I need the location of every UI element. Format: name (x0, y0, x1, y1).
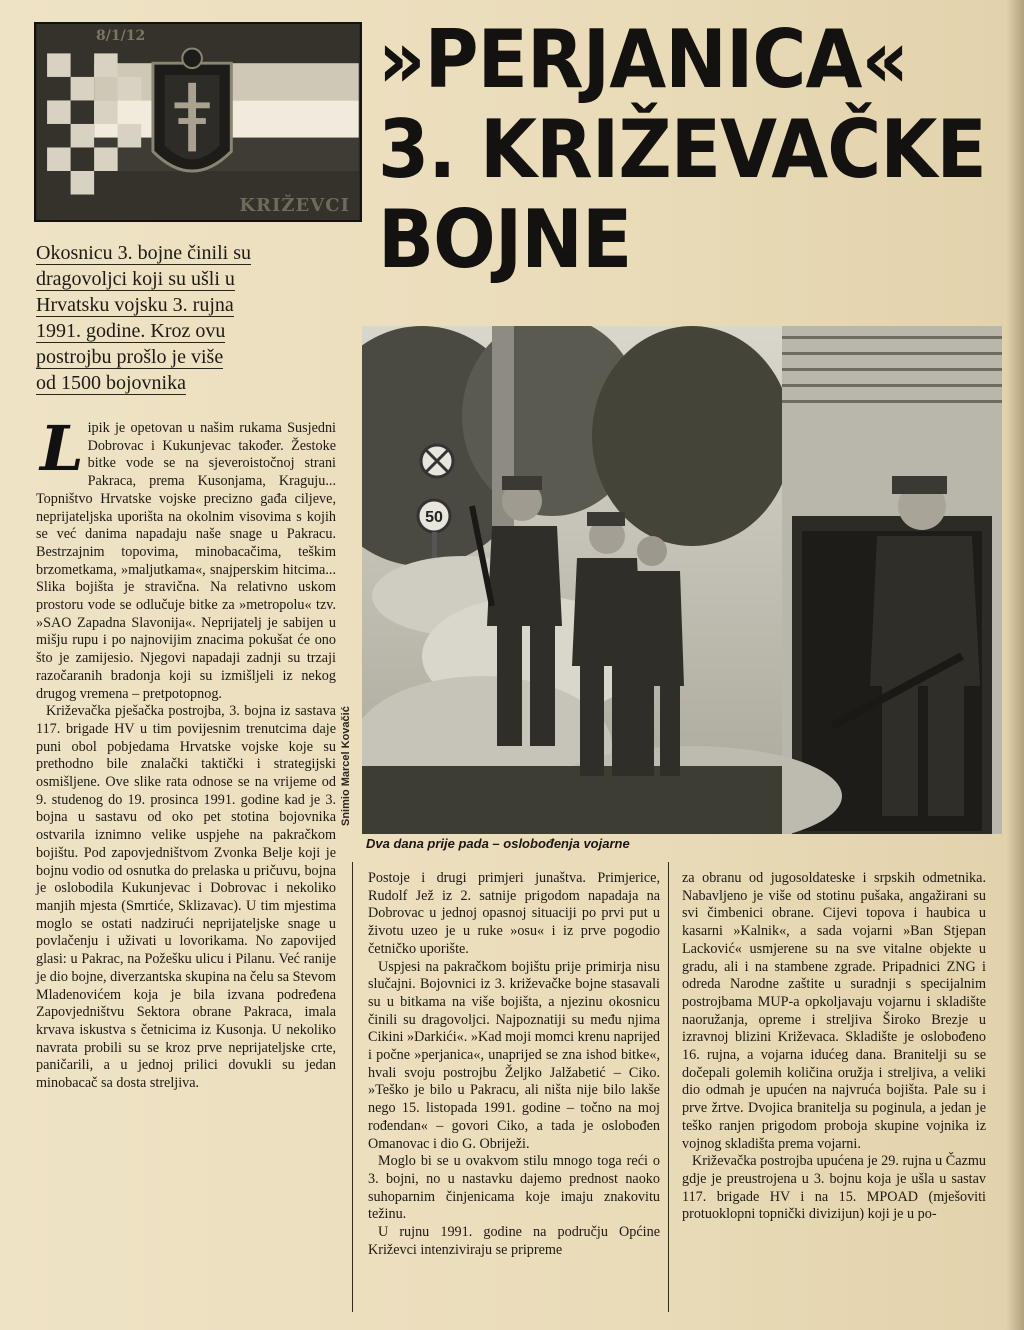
headline-line-3: BOJNE (378, 193, 632, 286)
headline-line-1: »PERJANICA« (378, 13, 909, 106)
column-divider (668, 862, 669, 1312)
paragraph: Moglo bi se u ovakvom stilu mnogo toga reći o 3. bojni, no u nastavku dajemo prednost naoko suhoparnim činjenicama koje imaju znakovitu težinu. (368, 1153, 660, 1223)
headline-line-2: 3. KRIŽEVAČKE (378, 103, 986, 196)
emblem-city-label: KRIŽEVCI (239, 195, 350, 216)
paragraph: za obranu od jugosoldateske i srpskih odmetnika. Nabavljeno je više od stotinu pušaka, angažirani su svi čimbenici obrane. Cijevi topova i haubica u kasarni »Kalnik«, a sada vojarni »Ban Stjepan Lacković« usmjerene su na sve vitalne objekte u gradu, ali i na stambene zgrade. Pripadnici ZNG i odreda Narodne zaštite u suradnji s specijalnim postrojbama MUP-a opkoljavaju vojarnu i skladište naoružanja, opreme i streljiva Široko Brezje u izravnoj blizini Križevaca. Skladište je oslobođeno 16. rujna, a vojarna idućeg dana. Branitelji su se dočepali golemih količina oružja i streljiva, a veliki dio odmah je upućen na najvruća bojišta. Pale su i prve žrtve. Dvojica branitelja su poginula, a jedan je teško ranjen prigodom proboja skupine vojnika iz vojnog skladišta prema vojarni. (682, 870, 986, 1152)
paragraph: U rujnu 1991. godine na području Općine Križevci intenziviraju se pripreme (368, 1224, 660, 1258)
article-column-2 (368, 870, 660, 1259)
paragraph: Križevačka postrojba upućena je 29. rujna u Čazmu gdje je preustrojena u 3. bojnu koja je ušla u sastav 117. brigade HV i na 15. MPOAD (mješoviti protuoklopni topnički divizijun) koji je u po- (682, 1153, 986, 1223)
lead-line: dragovoljci koji su ušli u (36, 268, 235, 290)
paragraph: Postoje i drugi primjeri junaštva. Primjerice, Rudolf Jež iz 2. satnije prigodom napadaja na Dobrovac u jednoj opasnoj situaciji po prvi put u životu uzeo je u ruke »osu« i iz prve pogodio četničko uporište. (368, 870, 660, 957)
lead-line: 1991. godine. Kroz ovu (36, 320, 226, 342)
lead-line: postrojbu prošlo je više (36, 346, 224, 368)
krizevci-emblem-image (34, 22, 362, 222)
article-column-3 (682, 870, 986, 1224)
lead-line: od 1500 bojovnika (36, 372, 186, 394)
page-edge-shadow (1006, 0, 1024, 1330)
paragraph (36, 412, 336, 703)
photo-credit: Snimio Marcel Kovačić (340, 706, 352, 826)
lead-line: Okosnicu 3. bojne činili su (36, 242, 251, 264)
paragraph: Križevačka pješačka postrojba, 3. bojna iz sastava 117. brigade HV u tim povijesnim trenutcima daje puni obol pobjedama Hrvatske vojske koje su prethodno bile znalački taktički i strategijski osmišljene. Ove slike rata odnose se na vrijeme od 9. studenog do 19. prosinca 1991. godine kad je 3. bojna u sastavu od oko pet stotina bojovnika ostvarila iznimno velike uspjehe na pakračkom bojištu. Pod zapovjedništvom Zvonka Belje koji je bojnu vodio od osnutka do prelaska u pričuvu, bojna je oslobodila Kukunjevac i Dobrovac i nekoliko manjih mjesta (Smrtiće, Sklizavac). U tim mjestima moglo se ostati nadzirući neprijateljske snage u povlačenju i uživati u lovorikama. No zapovijed glasi: u Pakrac, na Požešku ulicu i Pilanu. Već ranije je dio bojne, diverzantska skupina na čelu sa Stevom Mladenovićem koja je bila izvana podređena Zapovjedništvu Sektora obrane Pakraca, imala krvava iskustva s četnicima iz Kusonja. U nekoliko navrata probili su se kroz prve neprijateljske crte, paničarili, a u jednoj prilici dovukli su jedan minobacač sa dosta streljiva. (36, 703, 336, 1092)
article-headline (378, 13, 1018, 290)
paragraph: Uspjesi na pakračkom bojištu prije primirja nisu slučajni. Bojovnici iz 3. križevačke bojne stasavali su u bitkama na više bojišta, a njezinu okosnicu činili su dragovoljci. Najpoznatiji su među njima Cikini »Darkići«. »Kad moji momci krenu naprijed i počne »perjanica«, unaprijed se zna ishod bitke«, hvali svoju postrojbu Željko Jalžabetić – Ciko. »Teško je bilo u Pakracu, ali ništa nije bilo lakše nego 15. listopada 1991. godine – točno na moj rođendan« – govori Ciko, a tada je oslobođen Omanovac i dio G. Obriježi. (368, 958, 660, 1152)
paragraph-text: ipik je opetovan u našim rukama Susjedni Dobrovac i Kukunjevac također. Žestoke bitke vode se na sjeveroistočnoj strani Pakraca, prema Kusonjama, Kraguju... Topništvo Hrvatske vojske precizno gađa ciljeve, neprijateljska uporišta na okolnim visovima s kojih se već danima napadaju naše snage u Pakracu. Bestrzajnim topovima, minobacačima, teškim brzometkama, »maljutkama«, snajperskim hitcima... Slika bojišta je stravična. Na relativno uskom prostoru vode se odlučuje bitke za »metropolu« tzv. »SAO Zapadna Slavonija«. Neprijatelj je sabijen u mišju rupu i po najnovijim znacima pokušat će ono što je zamijesio. Njegovi napadaji zadnji su trzaji razočaranih bradonja koji su izmišljeli iz nekog drugog vremena – pretpotopnog. (36, 420, 336, 702)
soldiers-photo (362, 326, 1002, 834)
dropcap: L (40, 412, 84, 485)
lead-line: Hrvatsku vojsku 3. rujna (36, 294, 234, 316)
flag-graphic (36, 24, 360, 220)
photo-illustration (362, 326, 1002, 834)
photo-caption: Dva dana prije pada – oslobođenja vojarne (366, 836, 630, 851)
column-divider (352, 862, 353, 1312)
article-column-1 (36, 412, 336, 1093)
emblem-top-label: 8/1/12 (96, 28, 146, 44)
lead-paragraph (36, 240, 326, 396)
speed-sign-number: 50 (425, 509, 443, 526)
